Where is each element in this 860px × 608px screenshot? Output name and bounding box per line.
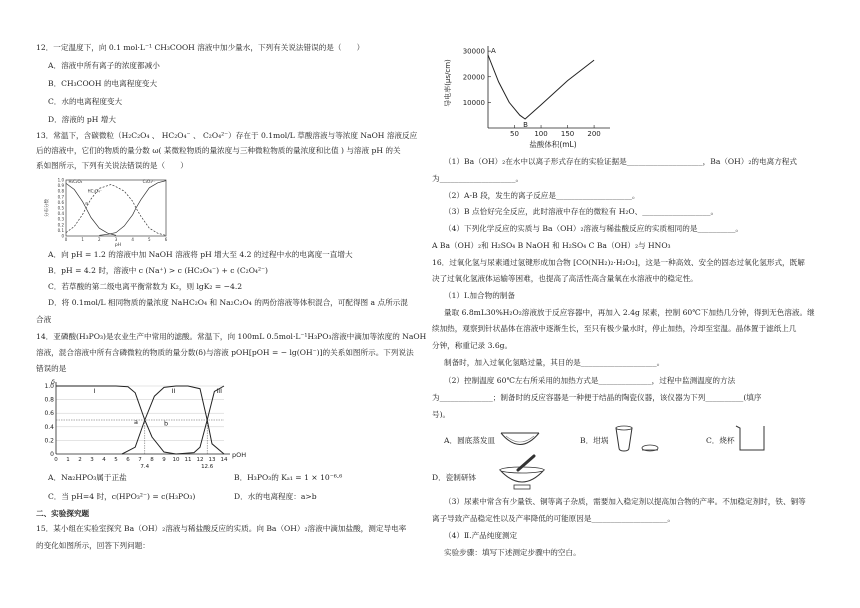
q12-option-c: C．水的电离程度变大 bbox=[48, 97, 123, 106]
q16-para3: 分钟，称重记录 3.6g。 bbox=[432, 341, 513, 350]
q16-para2: 续加热，观察到针状晶体在溶液中逐渐生长，至只有极少量水时，停止加热，冷却至室温。晶体置于滤纸上几 bbox=[432, 324, 797, 333]
section-heading: 二、实验探究题 bbox=[36, 509, 90, 518]
x-tick-label: 4 bbox=[102, 457, 106, 463]
point-label: A bbox=[491, 46, 496, 55]
x-tick-label: 1 bbox=[81, 237, 84, 242]
y-tick-label: 0.7 bbox=[57, 194, 64, 200]
y-tick-label: 0.6 bbox=[44, 410, 54, 418]
series-line bbox=[99, 178, 166, 236]
q16-para7: 号)。 bbox=[432, 410, 451, 419]
q12-option-d: D．溶液的 pH 增大 bbox=[48, 115, 116, 124]
q14-option-b: B．H₃PO₃的 Kₐ₁ = 1 × 10⁻⁶·⁶ bbox=[234, 473, 343, 482]
x-tick-label: 12 bbox=[196, 457, 204, 463]
y-tick-label: 0 bbox=[61, 233, 64, 239]
x-tick-label: 6 bbox=[126, 457, 130, 463]
oxalate-distribution-chart bbox=[42, 176, 176, 248]
q13-option-c: C．若草酸的第二级电离平衡常数为 K₂，则 lgK₂ = −4.2 bbox=[48, 282, 243, 291]
q14-option-a: A．Na₂HPO₃属于正盐 bbox=[48, 473, 127, 482]
q14-stem-line1: 14．亚磷酸(H₃PO₃)是农业生产中常用的滤酸。常温下，向 100mL 0.5mol·L⁻¹H₃PO₃溶液中滴加等浓度的 NaOH bbox=[36, 332, 427, 341]
y-axis-label: δ bbox=[51, 378, 55, 386]
q16-para8: （3）尿素中常含有少量铁、铜等离子杂质，需要加入稳定剂以提高加合物的产率。不加稳定剂时，铁、铜等 bbox=[444, 497, 806, 506]
q14-stem-line3: 错误的是 bbox=[36, 364, 67, 373]
q14-option-d: D．水的电离程度：a>b bbox=[234, 492, 317, 501]
q15-part4: （4）下列化学反应的实质与 Ba（OH）₂溶液与稀盐酸反应的实质相同的是__________。 bbox=[444, 224, 744, 233]
y-tick-label: 1.0 bbox=[57, 177, 64, 183]
marked-x-label: 12.6 bbox=[201, 464, 214, 470]
x-tick-label: 7 bbox=[138, 457, 142, 463]
y-tick-label: 0.4 bbox=[44, 423, 54, 431]
q14-stem-line2: 溶液，混合溶液中所有含磷微粒的物质的量分数(δ)与溶液 pOH[pOH = − lg(OH⁻)]的关系如图所示。下列说法 bbox=[36, 348, 414, 357]
x-axis-label: pOH bbox=[232, 451, 247, 459]
q15-part1-line1: （1）Ba（OH）₂在水中以离子形式存在的实验证据是____________________，Ba（OH）₂的电离方程式 bbox=[444, 157, 797, 166]
conductivity-chart bbox=[440, 40, 620, 150]
x-tick-label: 14 bbox=[220, 457, 228, 463]
series-line bbox=[66, 185, 166, 236]
x-tick-label: 50 bbox=[510, 130, 519, 138]
q15-stem-line1: 15．某小组在实验室探究 Ba（OH）₂溶液与稀盐酸反应的实质。向 Ba（OH）₂溶液中滴加盐酸，测定导电率 bbox=[36, 524, 407, 533]
x-tick-label: 4 bbox=[131, 237, 134, 242]
q13-option-a: A．向 pH = 1.2 的溶液中加 NaOH 溶液将 pH 增大至 4.2 的过程中水的电离度一直增大 bbox=[48, 250, 353, 259]
point-label: a bbox=[85, 201, 88, 207]
x-axis-label: 盐酸体积(mL) bbox=[529, 140, 577, 149]
y-axis-label: 导电率(μs/cm) bbox=[444, 59, 452, 107]
q16-para9: 离子导致产品稳定性以及产率降低的可能原因是____________________。 bbox=[432, 514, 675, 523]
q12-option-b: B．CH₃COOH 的电离程度变大 bbox=[48, 79, 158, 88]
y-axis-label: 分布分数 bbox=[45, 199, 50, 217]
x-tick-label: 3 bbox=[114, 237, 118, 242]
y-tick-label: 10000 bbox=[462, 98, 485, 107]
x-tick-label: 8 bbox=[150, 457, 154, 463]
x-tick-label: 2 bbox=[98, 237, 101, 242]
y-tick-label: 0.1 bbox=[57, 227, 64, 233]
q16-para5: （2）控制温度 60℃左右所采用的加热方式是______________，过程中监测温度的方法 bbox=[444, 376, 736, 385]
x-tick-label: 5 bbox=[114, 457, 118, 463]
q13-stem-line3: 系如图所示，下列有关说法错误的是（ ） bbox=[36, 161, 188, 170]
x-tick-label: 2 bbox=[78, 457, 82, 463]
option-a-label: A．圆底蒸发皿 bbox=[444, 436, 496, 445]
y-tick-label: 0.9 bbox=[57, 183, 64, 189]
series-line bbox=[488, 55, 594, 119]
y-tick-label: 20000 bbox=[462, 73, 485, 82]
evaporating-dish-icon bbox=[498, 428, 542, 452]
y-tick-label: 30000 bbox=[462, 47, 485, 56]
x-axis-label: pH bbox=[114, 243, 122, 248]
point-label: B bbox=[523, 121, 528, 130]
x-tick-label: 200 bbox=[587, 130, 601, 138]
x-tick-label: 5 bbox=[148, 237, 151, 242]
q13-option-b: B．pH = 4.2 时，溶液中 c (Na⁺) > c (HC₂O₄⁻) + c (C₂O₄²⁻) bbox=[48, 266, 268, 275]
q12-stem: 12．一定温度下，向 0.1 mol·L⁻¹ CH₃COOH 溶液中加少量水，下列有关说法错误的是（ ） bbox=[36, 43, 365, 52]
q16-para1: 量取 6.8mL30%H₂O₂溶液放于反应容器中，再加入 2.4g 尿素，控制 60℃下加热几分钟，得到无色溶液。继 bbox=[444, 308, 815, 317]
marked-x-label: 7.4 bbox=[140, 464, 150, 470]
q12-option-a: A．溶液中所有离子的浓度都减小 bbox=[48, 61, 160, 70]
x-tick-label: 3 bbox=[90, 457, 94, 463]
q16-para4: 制备时，加入过氧化氢略过量，其目的是____________________。 bbox=[444, 358, 665, 367]
x-tick-label: 9 bbox=[162, 457, 166, 463]
series-label: H₂C₂O₄ bbox=[68, 178, 83, 184]
crucible-icon bbox=[612, 424, 664, 458]
q16-para10: 实验步骤：填写下述测定步骤中的空白。 bbox=[444, 548, 581, 557]
mortar-pestle-icon bbox=[494, 454, 550, 492]
x-tick-label: 10 bbox=[172, 457, 180, 463]
region-label: I bbox=[93, 386, 96, 395]
y-tick-label: 0 bbox=[50, 451, 54, 458]
y-tick-label: 0.8 bbox=[57, 188, 64, 194]
x-tick-label: 0 bbox=[54, 457, 58, 463]
x-tick-label: 11 bbox=[184, 457, 192, 463]
q16-section1: （1）Ⅰ.加合物的制备 bbox=[444, 291, 515, 300]
point-label: b bbox=[164, 419, 169, 428]
x-tick-label: 13 bbox=[208, 457, 216, 463]
q16-stem-line2: 决了过氧化氢液体运输等困难，也提高了高活性高含量氧在水溶液中的稳定性。 bbox=[432, 274, 698, 283]
option-c-label: C．烧杯 bbox=[706, 436, 735, 445]
q15-part4-options: A Ba（OH）₂和 H₂SO₄ B NaOH 和 H₂SO₄ C Ba（OH）₂与 HNO₃ bbox=[432, 241, 671, 250]
y-tick-label: 0.3 bbox=[57, 216, 64, 222]
y-tick-label: 0.2 bbox=[57, 222, 64, 228]
q15-part3: （3）B 点恰好完全反应，此时溶液中存在的微粒有 H₂O、__________________。 bbox=[444, 207, 719, 216]
q13-option-d-line2: 合液 bbox=[36, 315, 52, 324]
beaker-icon bbox=[732, 424, 772, 452]
q16-para6: 为______________；制备时的反应容器是一种便于结晶的陶瓷仪器，该仪器为下列__________(填序 bbox=[432, 393, 762, 402]
y-tick-label: 0.8 bbox=[44, 396, 54, 404]
series-label: HC₂O₄⁻ bbox=[87, 188, 102, 194]
x-tick-label: 6 bbox=[164, 237, 168, 242]
y-tick-label: 0.4 bbox=[57, 211, 64, 217]
y-tick-label: 0.2 bbox=[44, 437, 54, 445]
plot-frame bbox=[66, 180, 166, 236]
option-b-label: B．坩埚 bbox=[580, 436, 609, 445]
q15-part1-line2: 为____________________。 bbox=[432, 174, 524, 183]
point-label: a bbox=[134, 418, 138, 427]
q13-option-d-line1: D．将 0.1mol/L 相同物质的量浓度 NaHC₂O₄ 和 Na₂C₂O₄ 的两份溶液等体积混合，可配得图 a 点所示混 bbox=[48, 298, 408, 307]
region-label: II bbox=[171, 386, 176, 395]
x-tick-label: 0 bbox=[64, 237, 68, 242]
q15-part2: （2）A-B 段，发生的离子反应是____________________。 bbox=[444, 191, 640, 200]
y-tick-label: 0.5 bbox=[57, 205, 64, 211]
q13-stem-line2: 后的溶液中，它们的物质的量分数 ω( 某微粒物质的量浓度与三种微粒物质的量浓度和比值 ) 与溶液 pH 的关 bbox=[36, 146, 401, 155]
q16-section2: （4）Ⅱ.产品纯度测定 bbox=[444, 531, 518, 540]
q14-option-c: C．当 pH=4 时，c(HPO₃²⁻) = c(H₃PO₃) bbox=[48, 492, 196, 501]
series-label: C₂O₄²⁻ bbox=[142, 178, 156, 184]
q15-stem-line2: 的变化如图所示，回答下列问题： bbox=[36, 541, 150, 550]
x-tick-label: 1 bbox=[66, 457, 70, 463]
option-d-label: D．瓷制研钵 bbox=[432, 473, 477, 482]
y-tick-label: 0.6 bbox=[57, 199, 64, 205]
region-label: III bbox=[216, 386, 223, 395]
q13-stem-line1: 13．常温下，含碳微粒（H₂C₂O₄ 、 HC₂O₄⁻ 、 C₂O₄²⁻）存在于 0.1mol/L 草酸溶液与等浓度 NaOH 溶液反应 bbox=[36, 131, 418, 140]
phosphite-distribution-chart bbox=[40, 378, 252, 470]
y-tick-label: 1.0 bbox=[44, 383, 54, 390]
q16-stem-line1: 16．过氧化氢与尿素通过氢键形成加合物 [CO(NH₂)₂·H₂O₂]，这是一种高效、安全的固态过氧化氢形式，既解 bbox=[432, 258, 805, 267]
x-tick-label: 150 bbox=[560, 130, 575, 138]
x-tick-label: 100 bbox=[534, 130, 548, 138]
